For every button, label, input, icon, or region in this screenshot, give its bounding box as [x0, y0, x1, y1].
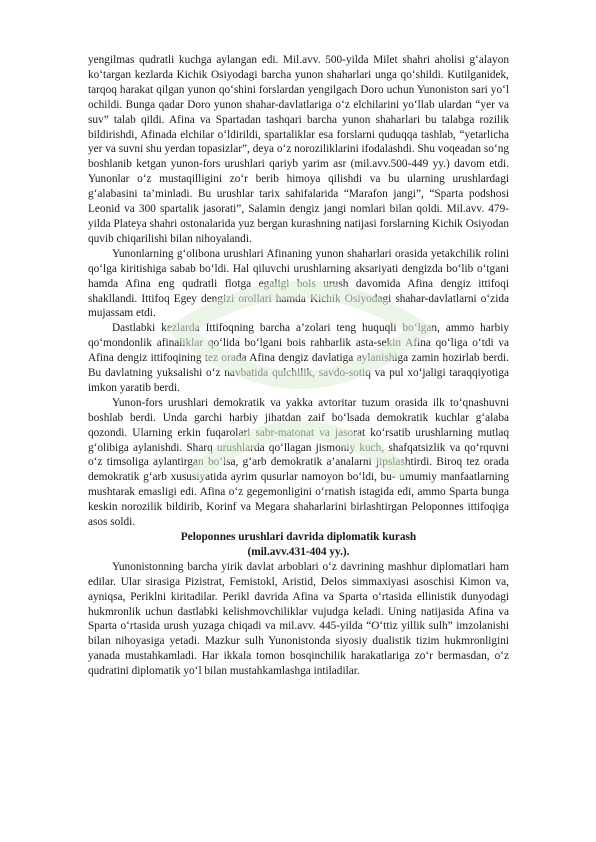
- paragraph-5: Yunonistonning barcha yirik davlat arboblari o‘z davrining mashhur diplomatlari ham edilar. Ular sirasiga Pizistrat, Femistokl, Aristid, Delos simmaxiyasi asoschisi Kimon va, ayniqsa, Periklni kiritadilar. Perikl davrida Afina va Sparta o‘rtasida ellinistik dunyodagi hukmronlik uchun dastlabki kelishmovchiliklar vujudga keladi. Uning natijasida Afina va Sparta o‘rtasida urush yuzaga chiqadi va mil.avv. 445-yilda “O‘ttiz yillik sulh” imzolanishi bilan nihoyasiga yetadi. Mazkur sulh Yunonistonda siyosiy dualistik tizim hukmronligini yanada mustahkamladi. Har ikkala tomon bosqinchilik harakatlariga zo‘r bermasdan, o‘z qudratini diplomatik yo‘l bilan mustahkamlashga intiladilar.: [88, 560, 509, 678]
- paragraph-4: Yunon-fors urushlari demokratik va yakka avtoritar tuzum orasida ilk to‘qnashuvni boshlab berdi. Unda garchi harbiy jihatdan zaif bo‘lsada demokratik kuchlar g‘alaba qozondi. Ularning erkin fuqarolari sabr-matonat va jasorat ko‘rsatib urushlarning mutlaq g‘olibiga aylanishdi. Sharq urushlarda qo‘llagan jismoniy kuch, shafqatsizlik va qo‘rquvni o‘z timsoliga aylantirgan bo‘lsa, g‘arb demokratik a’analarni jipslashtirdi. Biroq tez orada demokratik g‘arb xususiyatida ayrim qusurlar namoyon bo‘ldi, bu- umumiy manfaatlarning mushtarak emasligi edi. Afina o‘z gegemonligini o‘rnatish istagida edi, ammo Sparta bunga keskin norozilik bildirib, Korinf va Megara shaharlarini birlashtirgan Peloponnes ittifoqiga asos soldi.: [88, 396, 509, 529]
- section-heading-title: Peloponnes urushlari davrida diplomatik kurash: [180, 531, 417, 543]
- section-heading-dates: (mil.avv.431-404 yy.).: [247, 545, 350, 558]
- paragraph-1: yengilmas qudratli kuchga aylangan edi. Mil.avv. 500-yilda Milet shahri aholisi g‘alayon ko‘targan kezlarda Kichik Osiyodagi barcha yunon shaharlari unga qo‘shildi. Kutilganidek, tarqoq harakat qilgan yunon qo‘shini forslardan yengilgach Doro uchun Yunoniston sari yo‘l ochildi. Bunga qadar Doro yunon shahar-davlatlariga o‘z elchilarini yo‘llab ulardan “yer va suv” talab qildi. Afina va Spartadan tashqari barcha yunon shaharlari bu talabga rozilik bildirishdi, Afinada elchilar o‘ldirildi, spartaliklar esa forslarni quduqqa tashlab, “yetarlicha yer va suvni shu yerdan topasizlar”, deya o‘z noroziliklarini ifodalashdi. Shu voqeadan so‘ng boshlanib ketgan yunon-fors urushlari qariyb yarim asr (mil.avv.500-449 yy.) davom etdi. Yunonlar o‘z mustaqilligini zo‘r berib himoya qilishdi va bu ularning urushlardagi g‘alabasini ta’minladi. Bu urushlar tarix sahifalarida “Marafon jangi”, “Sparta podshosi Leonid va 300 spartalik jasorati”, Salamin dengiz jangi nomlari bilan qoldi. Mil.avv. 479-yilda Plateya shahri ostonalarida yuz bergan kurashning natijasi forslarning Kichik Osiyodan quvib chiqarilishi bilan nihoyalandi.: [88, 54, 510, 245]
- paragraph-3: Dastlabki kezlarda Ittifoqning barcha a’zolari teng huquqli bo‘lgan, ammo harbiy qo‘mondonlik afinaliklar qo‘lida bo‘lgani bois rahbarlik asta-sekin Afina qo‘liga o‘tdi va Afina dengiz ittifoqining tez orada Afina dengiz davlatiga aylanishiga zamin hozirlab berdi. Bu davlatning yuksalishi o‘z navbatida qulchilik, savdo-sotiq va pul xo‘jaligi taraqqiyotiga imkon yaratib berdi.: [88, 322, 509, 394]
- section-heading: [88, 530, 509, 560]
- paragraph-2: Yunonlarning g‘olibona urushlari Afinaning yunon shaharlari orasida yetakchilik rolini qo‘lga kiritishiga sabab bo‘ldi. Hal qiluvchi urushlarning aksariyati dengizda bo‘lib o‘tgani hamda Afina eng qudratli flotga egaligi bois urush davomida Afina dengiz ittifoqi shakllandi. Ittifoq Egey dengizi orollari hamda Kichik Osiyodagi shahar-davlatlarni o‘zida mujassam etdi.: [88, 247, 509, 320]
